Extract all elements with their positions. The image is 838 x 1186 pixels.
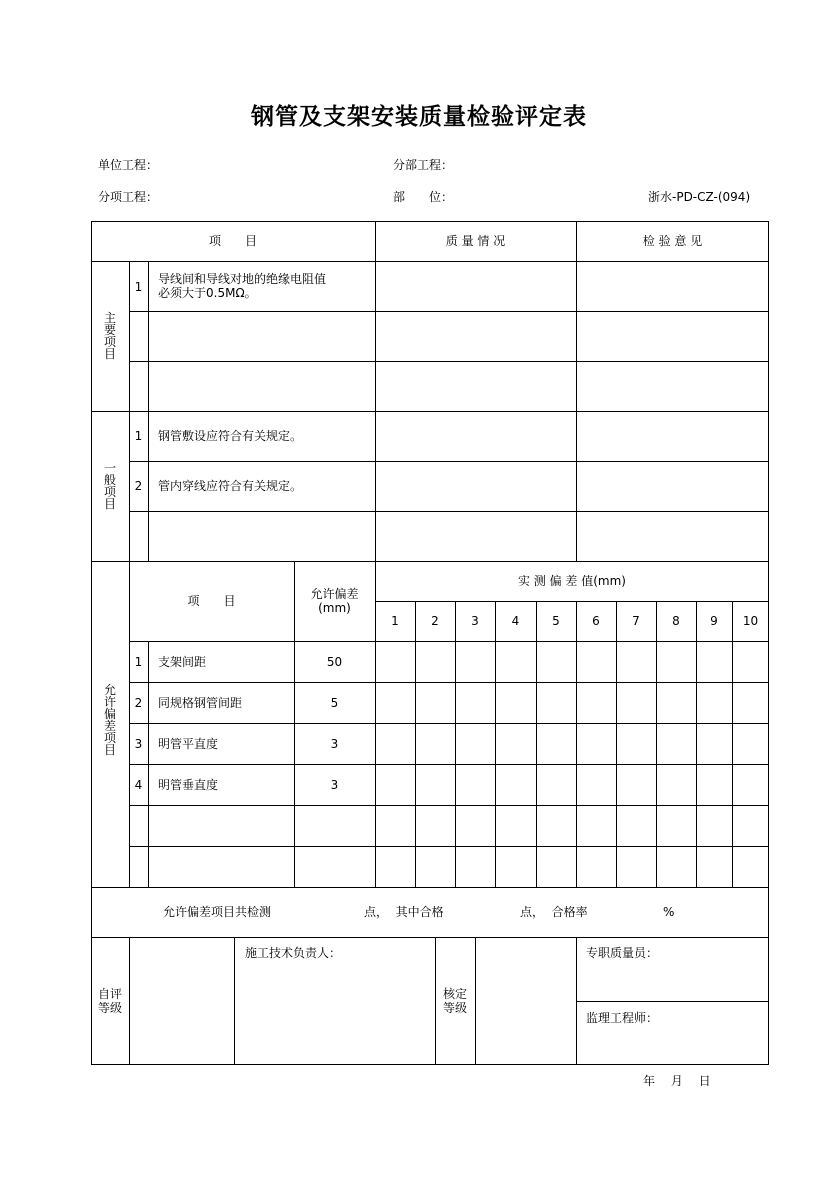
page-title: 钢管及支架安装质量检验评定表 <box>251 104 587 130</box>
col-divider <box>616 601 617 887</box>
col-divider <box>455 601 456 887</box>
row-divider <box>129 361 769 362</box>
measure-col-4: 4 <box>511 614 520 628</box>
tech-lead-label: 施工技术负责人： <box>245 946 342 960</box>
tol-item-name: 支架间距 <box>158 655 207 669</box>
tolerance-items-label: 允许偏差项目 <box>103 683 116 757</box>
measure-col-2: 2 <box>431 614 439 628</box>
supervisor-label: 监理工程师： <box>586 1011 659 1025</box>
col-divider <box>234 937 235 1065</box>
measure-col-1: 1 <box>391 614 399 628</box>
tol-item-no: 3 <box>134 737 143 751</box>
main-items-label: 主要项目 <box>103 311 116 361</box>
tol-item-value: 3 <box>330 737 339 751</box>
col-divider <box>129 937 130 1065</box>
tol-item-name: 明管平直度 <box>158 737 219 751</box>
row-divider <box>129 764 769 765</box>
tol-header-allow: 允许偏差 (mm) <box>310 587 359 615</box>
col-divider <box>375 221 376 561</box>
col-divider <box>732 601 733 887</box>
header-item: 项 目 <box>208 234 257 248</box>
measure-col-7: 7 <box>632 614 640 628</box>
form-code: 浙水-PD-CZ-(094) <box>648 190 751 204</box>
col-divider <box>129 261 130 887</box>
col-divider <box>576 937 577 1065</box>
summary-percent: % <box>663 905 675 919</box>
unit-project-label: 单位工程： <box>98 158 159 172</box>
col-divider <box>495 601 496 887</box>
tol-header-item: 项 目 <box>187 594 236 608</box>
col-divider <box>148 261 149 561</box>
row-divider <box>129 805 769 806</box>
tol-item-no: 2 <box>134 696 143 710</box>
row-divider <box>91 411 769 412</box>
tol-item-value: 3 <box>330 778 339 792</box>
row-divider <box>129 641 769 642</box>
col-divider <box>148 641 149 887</box>
col-divider <box>576 601 577 887</box>
row-divider <box>91 887 769 888</box>
row-divider <box>129 846 769 847</box>
general-item-text: 钢管敷设应符合有关规定。 <box>158 429 303 443</box>
measure-col-3: 3 <box>471 614 479 628</box>
item-project-label: 分项工程： <box>98 190 159 204</box>
evaluation-table <box>91 221 769 1065</box>
col-divider <box>656 601 657 887</box>
measure-col-8: 8 <box>672 614 680 628</box>
measure-col-9: 9 <box>710 614 718 628</box>
main-item-no: 1 <box>134 280 143 294</box>
row-divider <box>375 601 769 602</box>
col-divider <box>475 937 476 1065</box>
col-divider <box>536 601 537 887</box>
tol-header-measured: 实 测 偏 差 值(mm) <box>517 574 626 588</box>
col-divider <box>576 221 577 561</box>
quality-officer-label: 专职质量员： <box>586 946 659 960</box>
summary-detected: 允许偏差项目共检测 <box>163 905 272 919</box>
header-quality: 质 量 情 况 <box>445 234 506 248</box>
row-divider <box>91 561 769 562</box>
division-project-label: 分部工程： <box>393 158 454 172</box>
col-divider <box>415 601 416 887</box>
tol-item-value: 50 <box>326 655 343 669</box>
approve-grade-label: 核定 等级 <box>442 987 467 1015</box>
tol-item-name: 明管垂直度 <box>158 778 219 792</box>
self-grade-label: 自评 等级 <box>97 987 122 1015</box>
tol-item-value: 5 <box>330 696 339 710</box>
row-divider <box>91 937 769 938</box>
general-item-no: 1 <box>134 429 143 443</box>
col-divider <box>375 561 376 887</box>
summary-pass-rate: 点， 合格率 <box>520 905 588 919</box>
row-divider <box>129 311 769 312</box>
general-item-text: 管内穿线应符合有关规定。 <box>158 479 303 493</box>
header-opinion: 检 验 意 见 <box>642 234 703 248</box>
general-item-no: 2 <box>134 479 143 493</box>
row-divider <box>129 511 769 512</box>
summary-qualified: 点， 其中合格 <box>364 905 444 919</box>
position-label: 部 位： <box>393 190 454 204</box>
row-divider <box>576 1001 769 1002</box>
main-item-text: 导线间和导线对地的绝缘电阻值 必须大于0.5MΩ。 <box>158 272 327 300</box>
row-divider <box>129 723 769 724</box>
row-divider <box>129 682 769 683</box>
row-divider <box>91 261 769 262</box>
measure-col-5: 5 <box>552 614 560 628</box>
measure-col-10: 10 <box>742 614 759 628</box>
row-divider <box>129 461 769 462</box>
general-items-label: 一般项目 <box>103 461 116 511</box>
tol-item-no: 4 <box>134 778 143 792</box>
measure-col-6: 6 <box>592 614 600 628</box>
tol-item-name: 同规格钢管间距 <box>158 696 243 710</box>
tol-item-no: 1 <box>134 655 143 669</box>
footer-date: 年 月 日 <box>643 1074 711 1088</box>
col-divider <box>696 601 697 887</box>
